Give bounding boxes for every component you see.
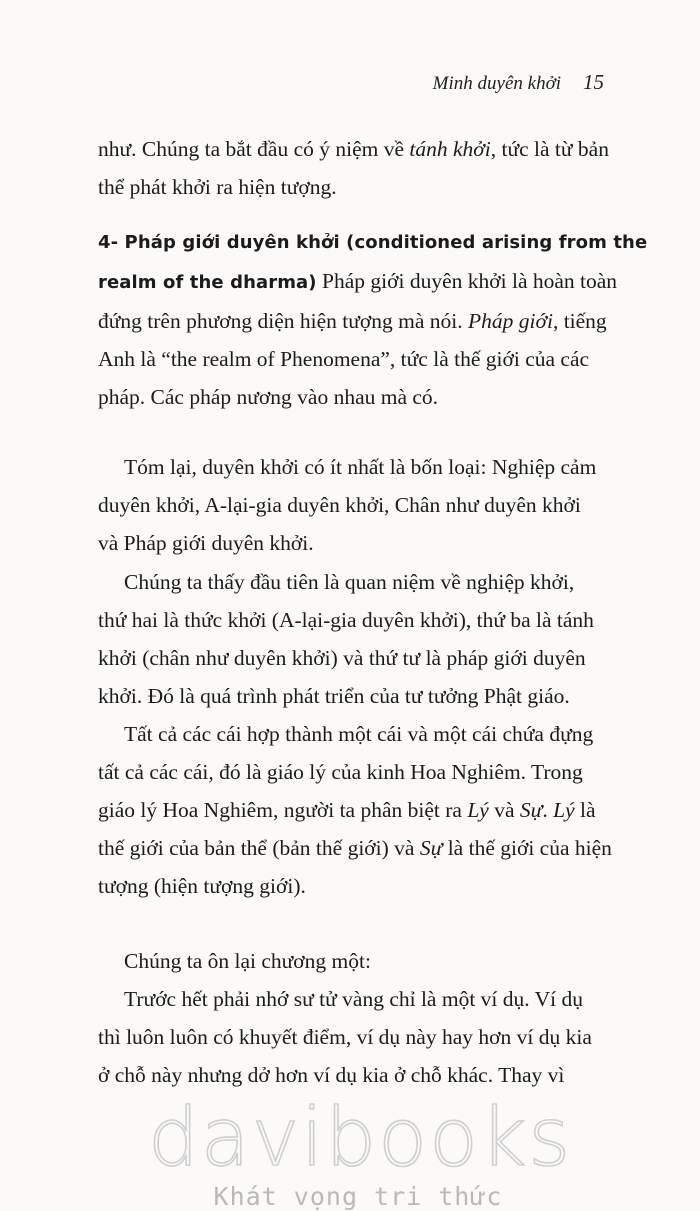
paragraph-3: [98, 448, 597, 562]
text-line: Tất cả các cái hợp thành một cái và một cái chứa đựng: [124, 722, 594, 746]
text-line: giáo lý Hoa Nghiêm, người ta phân biệt ra Lý và Sự. Lý là: [98, 798, 596, 822]
text-line: thể phát khởi ra hiện tượng.: [98, 175, 337, 199]
paragraph-6: [98, 942, 594, 980]
watermark-brand: davibooks: [148, 1091, 573, 1184]
paragraph-7: [98, 980, 594, 1094]
page-number: 15: [583, 70, 604, 94]
watermark: [148, 1091, 573, 1211]
text-line: realm of the dharma) Pháp giới duyên khởi là hoàn toàn: [98, 269, 618, 293]
text-line: Trước hết phải nhớ sư tử vàng chỉ là một ví dụ. Ví dụ: [124, 987, 584, 1011]
paragraph-5: [98, 715, 612, 905]
text-line: Chúng ta thấy đầu tiên là quan niệm về nghiệp khởi,: [124, 570, 575, 594]
text-line: Tóm lại, duyên khởi có ít nhất là bốn loại: Nghiệp cảm: [124, 455, 597, 479]
text-line: pháp. Các pháp nương vào nhau mà có.: [98, 385, 439, 409]
text-line: thì luôn luôn có khuyết điểm, ví dụ này hay hơn ví dụ kia: [98, 1025, 592, 1049]
section-heading-cont: realm of the dharma): [98, 272, 317, 293]
section-heading: 4- Pháp giới duyên khởi (conditioned arising from the: [98, 232, 648, 253]
text-line: tượng (hiện tượng giới).: [98, 874, 306, 898]
text-line: Anh là “the realm of Phenomena”, tức là thế giới của các: [98, 347, 590, 371]
paragraph-1: [98, 130, 609, 206]
text-line: tất cả các cái, đó là giáo lý của kinh Hoa Nghiêm. Trong: [98, 760, 583, 784]
text-line: như. Chúng ta bắt đầu có ý niệm về tánh khởi, tức là từ bản: [98, 137, 609, 161]
paragraph-2: [98, 224, 648, 416]
text-line: thế giới của bản thể (bản thế giới) và Sự là thế giới của hiện: [98, 836, 612, 860]
text-line: ở chỗ này nhưng dở hơn ví dụ kia ở chỗ khác. Thay vì: [98, 1063, 565, 1087]
text-line: và Pháp giới duyên khởi.: [98, 531, 314, 555]
text-line: khởi (chân như duyên khởi) và thứ tư là pháp giới duyên: [98, 646, 586, 670]
text-line: duyên khởi, A-lại-gia duyên khởi, Chân như duyên khởi: [98, 493, 581, 517]
text-line: đứng trên phương diện hiện tượng mà nói. Pháp giới, tiếng: [98, 309, 607, 333]
text-line: thứ hai là thức khởi (A-lại-gia duyên khởi), thứ ba là tánh: [98, 608, 594, 632]
watermark-slogan: Khát vọng tri thức: [213, 1182, 503, 1211]
text-line: khởi. Đó là quá trình phát triển của tư tưởng Phật giáo.: [98, 684, 570, 708]
running-header: [433, 70, 604, 95]
text-line: Chúng ta ôn lại chương một:: [124, 949, 371, 973]
paragraph-4: [98, 563, 594, 715]
chapter-title: Minh duyên khởi: [432, 73, 561, 94]
